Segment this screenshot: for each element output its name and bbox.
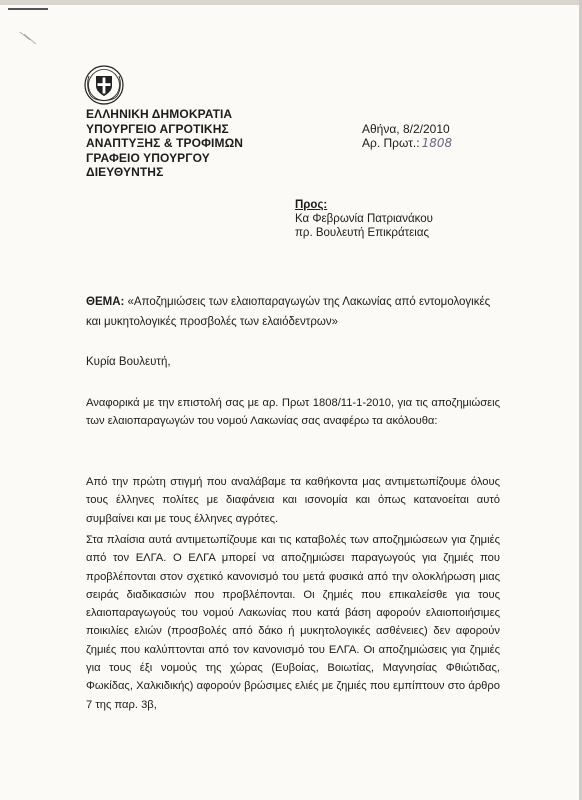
org-line-country: ΕΛΛΗΝΙΚΗ ΔΗΜΟΚΡΑΤΙΑ — [86, 107, 233, 121]
org-line-office: ΓΡΑΦΕΙΟ ΥΠΟΥΡΓΟΥ — [86, 150, 210, 165]
protocol-handwritten-number: 1808 — [421, 136, 453, 150]
body-paragraph-transparency: Από την πρώτη στιγμή που αναλάβαμε τα καθήκοντα μας αντιμετωπίζουμε όλους τους έλληνες πολίτες με διαφάνεια και ισονομία και όπως κατανοείται αυτό συμβαίνει και με τους έλληνες αγρότες. — [86, 476, 500, 525]
protocol-number — [362, 136, 452, 150]
subject-line — [86, 292, 506, 332]
org-line-ministry-cont: ΑΝΑΠΤΥΞΗΣ & ΤΡΟΦΙΜΩΝ — [86, 136, 244, 150]
scan-mark — [8, 8, 48, 15]
recipient-label: Προς: — [295, 199, 328, 211]
recipient-block — [295, 198, 433, 240]
greek-coat-of-arms-icon — [84, 64, 124, 106]
ministry-header — [86, 107, 243, 180]
protocol-label: Αρ. Πρωτ.: — [362, 136, 420, 150]
subject-text: «Αποζημιώσεις των ελαιοπαραγωγών της Λακωνίας από εντομολογικές και μυκητολογικές προσβολές των ελαιόδεντρων» — [86, 296, 491, 328]
subject-label: ΘΕΜΑ: — [86, 296, 125, 308]
body-paragraph-compensation: Στα πλαίσια αυτά αντιμετωπίζουμε και τις καταβολές των αποζημιώσεων για ζημιές από τον ΕΛΓΑ. Ο ΕΛΓΑ μπορεί να αποζημιώσει παραγωγούς για ζημιές που προβλέπονται στον σχετικό κανονισμό του μετά φυσικά από την ολοκλήρωση μιας σειράς διαδικασιών που προβλέπονται. Οι ζημιές που επικαλείσθε για τους ελαιοπαραγωγούς του νομού Λακωνίας που κατά βάση αφορούν ελαιοποιήσιμες ποικιλίες ελιών (προσβολές από δάκο ή μυκητολογικές ασθένειες) δεν αφορούν ζημιές που καλύπτονται από τον κανονισμό του ΕΛΓΑ. Οι αποζημιώσεις για ζημιές για τους έξι νομούς της χώρας (Ευβοίας, Βοιωτίας, Μαγνησίας Φθιώτιδας, Φωκίδας, Χαλκιδικής) αφορούν βρώσιμες ελιές με ζημιές που εμπίπτουν στο άρθρο 7 της παρ. 3β, — [86, 534, 500, 711]
scan-edge-top — [0, 0, 582, 5]
recipient-role: πρ. Βουλευτή Επικράτειας — [295, 227, 430, 239]
org-line-ministry: ΥΠΟΥΡΓΕΙΟ ΑΓΡΟΤΙΚΗΣ — [86, 121, 229, 136]
org-line-director: ΔΙΕΥΘΥΝΤΗΣ — [86, 165, 164, 179]
salutation: Κυρία Βουλευτή, — [86, 356, 171, 368]
body-paragraph-reference: Αναφορικά με την επιστολή σας με αρ. Πρωτ 1808/11-1-2010, για τις αποζημιώσεις των ελαιοπαραγωγών του νομού Λακωνίας σας αναφέρω τα ακόλουθα: — [86, 397, 500, 428]
scan-speck — [18, 30, 40, 48]
recipient-name: Κα Φεβρωνία Πατριανάκου — [295, 213, 433, 225]
date-protocol-block — [362, 122, 452, 150]
letter-date: Αθήνα, 8/2/2010 — [362, 122, 450, 136]
